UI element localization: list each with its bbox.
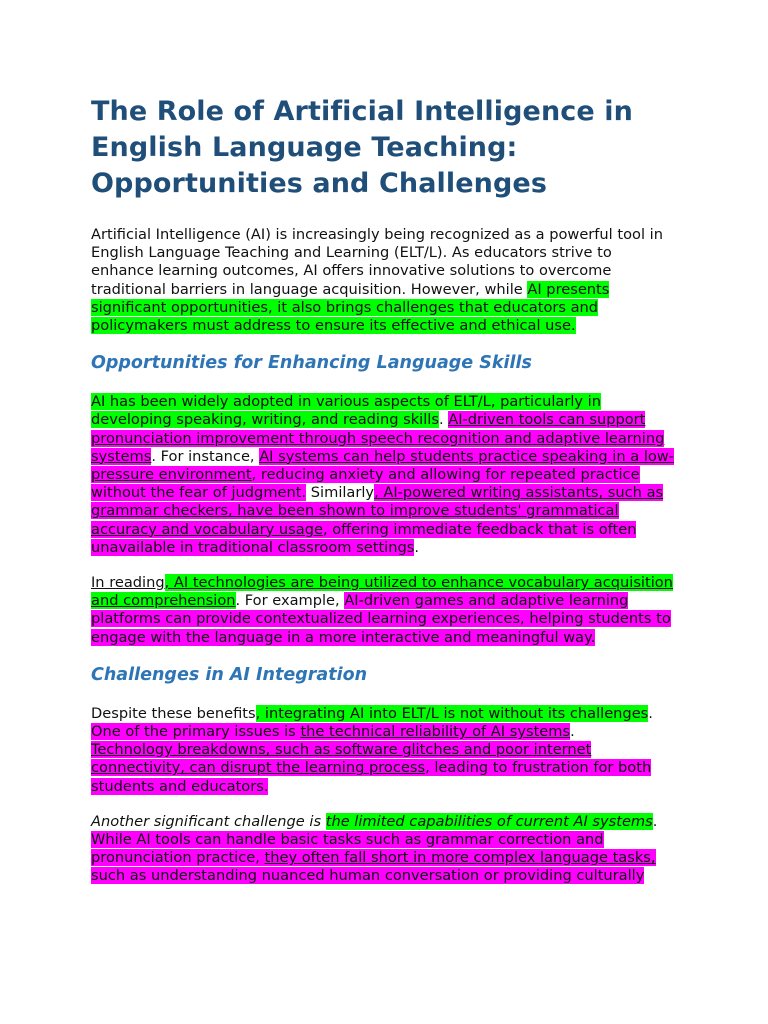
opportunities-paragraph-1	[91, 393, 678, 557]
challenges-paragraph-1	[91, 705, 678, 796]
text-span: .	[438, 411, 449, 429]
text-span: .	[652, 812, 658, 830]
text-span: , AI technologies are being utilized to enhance vocabulary acquisition and comprehension	[91, 574, 673, 610]
text-span: the limited capabilities of current AI systems	[325, 812, 653, 830]
text-span: . For example,	[235, 592, 345, 610]
text-span: .	[570, 723, 575, 741]
text-span: Similarly	[306, 484, 375, 502]
text-span: In reading	[91, 574, 165, 592]
text-span: While AI tools can handle basic tasks such as grammar correction and pronunciation practice,	[91, 831, 604, 867]
text-span: such as understanding nuanced human conversation or providing culturally	[91, 867, 645, 885]
section-heading-opportunities: Opportunities for Enhancing Language Skills	[91, 353, 532, 374]
text-span: , integrating AI into ELT/L is not without its challenges	[255, 704, 649, 722]
text-span: they often fall short in more complex language tasks,	[264, 849, 656, 867]
opportunities-paragraph-2	[91, 574, 678, 647]
text-span: AI-driven tools can support pronunciation improvement through speech recognition and adaptive learning systems	[91, 411, 665, 465]
text-span: , reducing anxiety and allowing for repeated practice without the fear of judgment.	[91, 466, 640, 502]
text-span: AI has been widely adopted in various aspects of ELT/L, particularly in developing speaking, writing, and reading skills	[91, 393, 601, 429]
text-span: Technology breakdowns, such as software glitches and poor internet connectivity, can disrupt the learning process	[91, 741, 592, 777]
text-span: .	[648, 704, 653, 722]
text-span: , offering immediate feedback that is often unavailable in traditional classroom settings	[91, 520, 637, 556]
section-heading-challenges: Challenges in AI Integration	[91, 664, 368, 685]
text-span: Another significant challenge is	[91, 812, 326, 830]
intro-text: Artificial Intelligence (AI) is increasingly being recognized as a powerful tool in English Language Teaching and Learning (ELT/L). As educators strive to enhance learning outcomes, AI offers innovative solutions to overcome traditional barriers in language acquisition. However, while	[91, 226, 663, 298]
text-span: AI systems can help students practice speaking in a low-pressure environment	[91, 447, 675, 484]
text-span: the technical reliability of AI systems	[300, 723, 571, 741]
text-span: , leading to frustration for both students and educators.	[91, 759, 652, 795]
text-span: Despite these benefits	[91, 704, 256, 722]
challenges-paragraph-2	[91, 813, 678, 886]
text-span: AI-driven games and adaptive learning platforms can provide contextualized learning experiences, helping students to engage with the language in a more interactive and meaningful way.	[91, 592, 671, 646]
text-span: . For instance,	[151, 447, 260, 465]
intro-paragraph	[91, 226, 678, 335]
text-span: , AI-powered writing assistants, such as grammar checkers, have been shown to improve students' grammatical accuracy and vocabulary usage	[91, 484, 664, 538]
document-title: The Role of Artificial Intelligence in English Language Teaching: Opportunities and Challenges	[91, 96, 633, 199]
intro-highlight: AI presents significant opportunities, it also brings challenges that educators and policymakers must address to ensure its effective and ethical use.	[91, 280, 610, 335]
text-span: .	[414, 538, 419, 556]
text-span: One of the primary issues is	[91, 723, 301, 741]
